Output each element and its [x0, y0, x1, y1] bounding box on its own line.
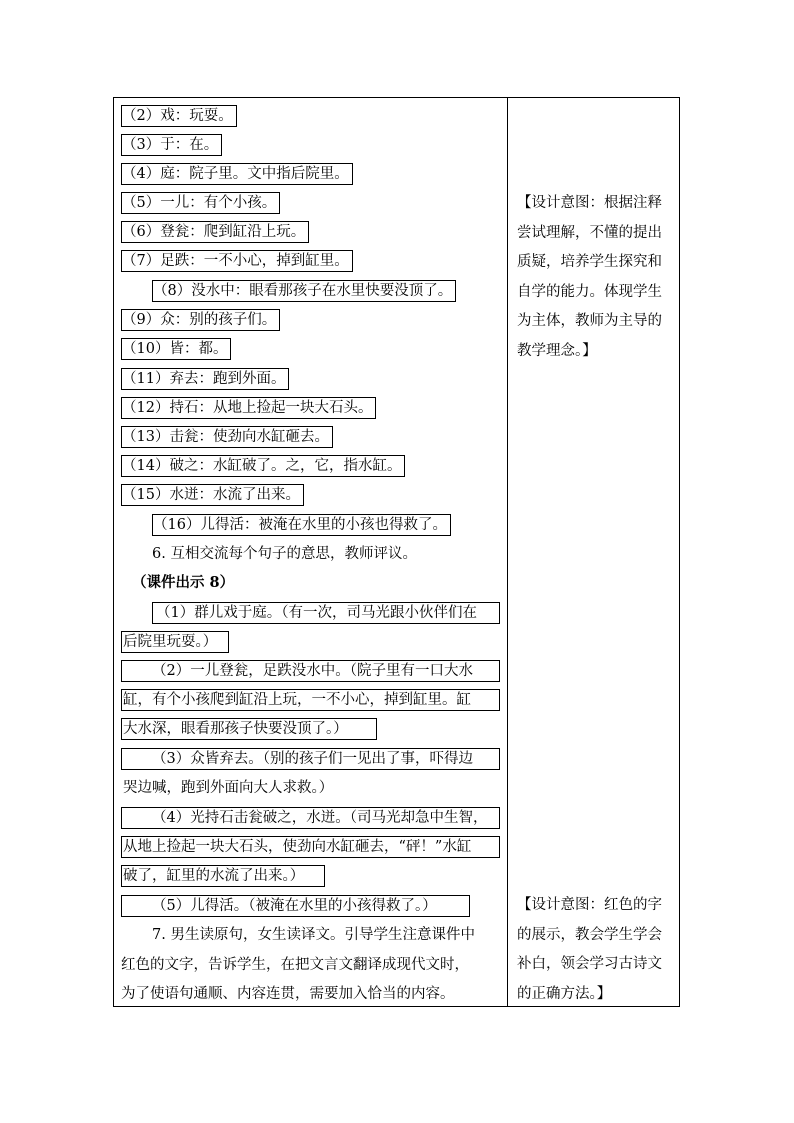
sentence-line: （2）一儿登瓮，足跌没水中。（院子里有一口大水	[152, 663, 473, 679]
sentence-line: （4）光持石击瓮破之，水迸。（司马光却急中生智，	[152, 810, 488, 826]
step-7-line: 为了使语句通顺、内容连贯，需要加入恰当的内容。	[121, 986, 455, 1002]
sentence-line: 缸，有个小孩爬到缸沿上玩，一不小心，掉到缸里。缸	[123, 692, 471, 708]
sentence-line: 哭边喊，跑到外面向大人求救。）	[123, 780, 334, 796]
step-7-line: 7. 男生读原句，女生读译文。引导学生注意课件中	[152, 927, 475, 943]
gloss-item: （9）众：别的孩子们。	[121, 309, 280, 331]
design-intent-2	[517, 891, 677, 1009]
design-intent-line: 的展示，教会学生学会	[517, 926, 662, 943]
design-intent-line: 自学的能力。体现学生	[517, 283, 662, 300]
design-intent-line: 质疑，培养学生探究和	[517, 254, 662, 270]
courseware-label: （课件出示 8）	[132, 574, 235, 591]
gloss-item: （14）破之：水缸破了。之，它，指水缸。	[121, 455, 405, 477]
design-intent-line: 【设计意图：根据注释	[517, 195, 662, 211]
gloss-item: （8）没水中：眼看那孩子在水里快要没顶了。	[152, 280, 456, 302]
gloss-item: （7）足跌：一不小心，掉到缸里。	[121, 250, 353, 272]
gloss-item: （2）戏：玩耍。	[121, 105, 237, 127]
sentence-line: （5）儿得活。（被淹在水里的小孩得救了。）	[152, 898, 437, 914]
gloss-item: （12）持石：从地上捡起一块大石头。	[121, 397, 376, 419]
gloss-item: （3）于：在。	[121, 134, 222, 156]
design-intent-1	[517, 189, 677, 366]
gloss-item: （6）登瓮：爬到缸沿上玩。	[121, 221, 309, 243]
gloss-item: （16）儿得活：被淹在水里的小孩也得救了。	[152, 514, 451, 536]
design-intent-line: 补白，领会学习古诗文	[517, 956, 662, 972]
design-intent-line: 教学理念。】	[517, 342, 597, 359]
gloss-item: （10）皆：都。	[121, 338, 231, 360]
sentence-line: 大水深，眼看那孩子快要没顶了。）	[123, 721, 348, 737]
design-intent-line: 【设计意图：红色的字	[517, 897, 662, 913]
step-7-line: 红色的文字，告诉学生，在把文言文翻译成现代文时，	[121, 957, 469, 973]
design-intent-line: 的正确方法。】	[517, 985, 612, 1002]
column-divider	[507, 98, 508, 1006]
design-intent-line: 尝试理解，不懂的提出	[517, 224, 662, 241]
step-6: 6. 互相交流每个句子的意思，教师评议。	[152, 546, 417, 562]
design-intent-line: 为主体，教师为主导的	[517, 313, 662, 329]
gloss-item: （11）弃去：跑到外面。	[121, 368, 289, 390]
gloss-item: （13）击瓮：使劲向水缸砸去。	[121, 426, 333, 448]
sentence-line: 破了，缸里的水流了出来。）	[123, 868, 305, 884]
sentence-line: （1）群儿戏于庭。（有一次，司马光跟小伙伴们在	[156, 605, 477, 621]
lesson-table	[113, 97, 680, 1007]
gloss-item: （5）一儿：有个小孩。	[121, 192, 280, 214]
sentence-line: 后院里玩耍。）	[123, 634, 218, 650]
gloss-item: （4）庭：院子里。文中指后院里。	[121, 163, 353, 185]
sentence-line: （3）众皆弃去。（别的孩子们一见出了事，吓得边	[152, 751, 473, 767]
sentence-line: 从地上捡起一块大石头，使劲向水缸砸去，“砰！”水缸	[123, 839, 472, 855]
gloss-item: （15）水迸：水流了出来。	[121, 484, 304, 506]
